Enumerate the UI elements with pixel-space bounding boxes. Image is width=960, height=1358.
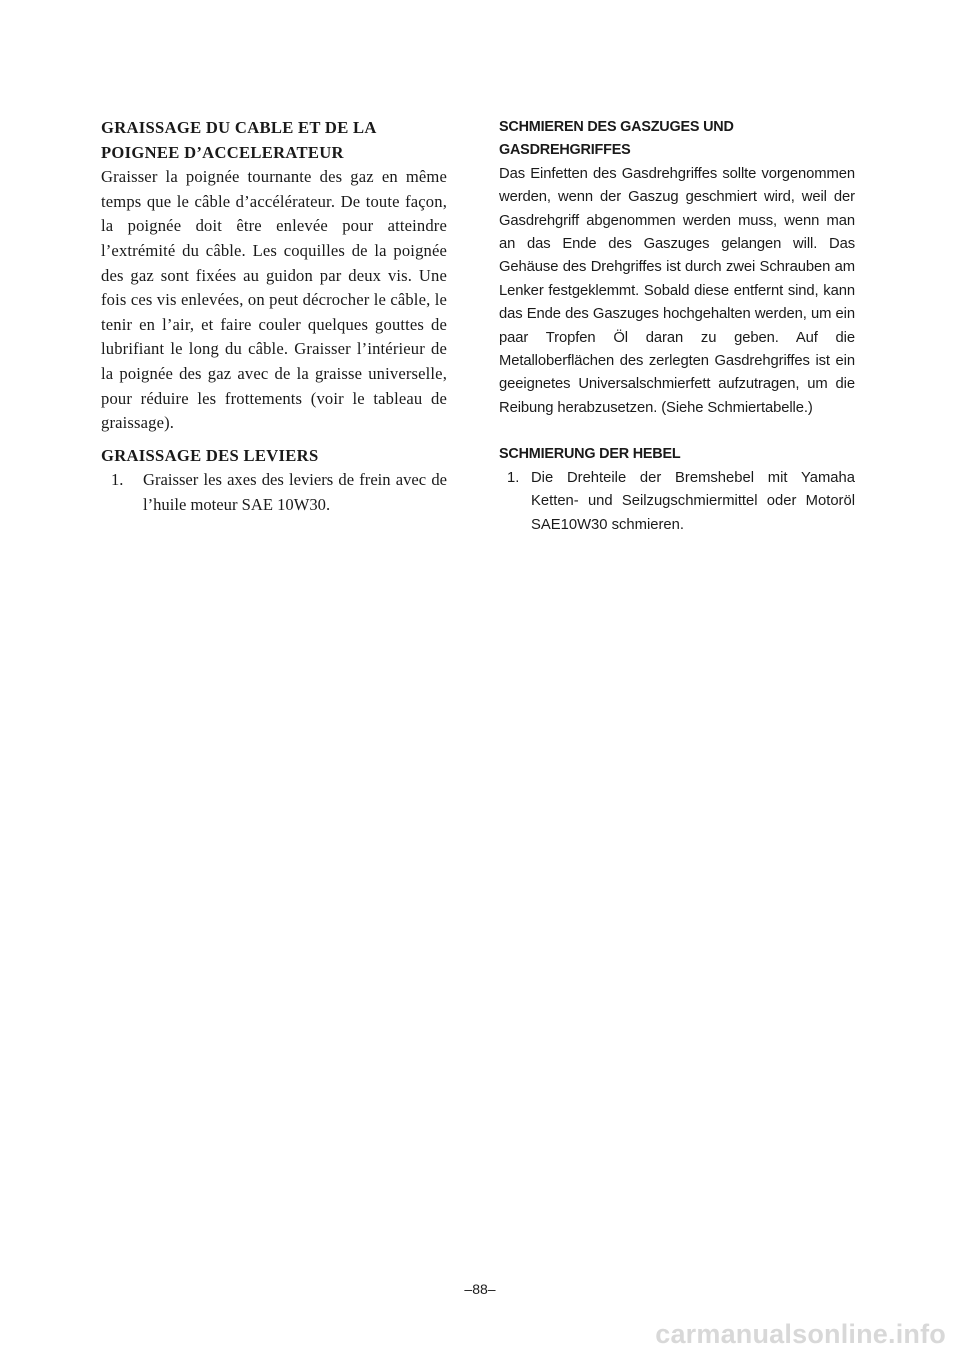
fr-heading-throttle: GRAISSAGE DU CABLE ET DE LA POIGNEE D’ACCELERATEUR bbox=[101, 118, 376, 162]
de-heading-levers: SCHMIERUNG DER HEBEL bbox=[499, 446, 681, 463]
fr-paragraph-throttle: Graisser la poignée tournante des gaz en même temps que le câble d’accélérateur. De toute façon, la poignée doit être enlevée pour atteindre l’extrémité du câble. Les coquilles de la poignée des gaz sont fixées au guidon par deux vis. Une fois ces vis enlevées, on peut décrocher le câble, le tenir en l’air, et faire couler quelques gouttes de lubrifiant le long du câble. Graisser l’intérieur de la poignée des gaz avec de la graisse universelle, pour réduire les frottements (voir le tableau de graissage). bbox=[101, 167, 447, 433]
watermark-logo: carmanualsonline.info bbox=[655, 1319, 946, 1349]
fr-list-number: 1. bbox=[111, 470, 124, 490]
de-paragraph-throttle: Das Einfetten des Gasdrehgriffes sollte vorgenommen werden, wenn der Gaszug geschmiert wird, weil der Gasdrehgriff abgenommen werden muss, wenn man an das Ende des Gaszuges gelangen will. Das Gehäuse des Drehgriffes ist durch zwei Schrauben am Lenker festgeklemmt. Sobald diese entfernt sind, kann das Ende des Gaszuges hochgehalten werden, um ein paar Tropfen Öl daran zu geben. Auf die Metalloberflächen des zerlegten Gasdrehgriffes ist ein geeignetes Universalschmierfett aufzutragen, um die Reibung herabzusetzen. (Siehe Schmiertabelle.) bbox=[499, 165, 855, 416]
fr-heading-levers: GRAISSAGE DES LEVIERS bbox=[101, 445, 319, 465]
de-list-number: 1. bbox=[507, 469, 520, 486]
de-list-item bbox=[499, 467, 855, 537]
de-list-text: Die Drehteile der Bremshebel mit Yamaha Ketten- und Seilzugschmiermittel oder Motoröl SAE10W30 schmieren. bbox=[531, 469, 855, 533]
french-column bbox=[101, 116, 447, 518]
fr-list-item bbox=[101, 468, 447, 517]
german-column bbox=[499, 116, 855, 537]
page-number: –88– bbox=[464, 1281, 496, 1297]
de-heading-throttle: SCHMIEREN DES GASZUGES UND GASDREHGRIFFES bbox=[499, 119, 734, 159]
fr-list-text: Graisser les axes des leviers de frein avec de l’huile moteur SAE 10W30. bbox=[143, 470, 447, 514]
